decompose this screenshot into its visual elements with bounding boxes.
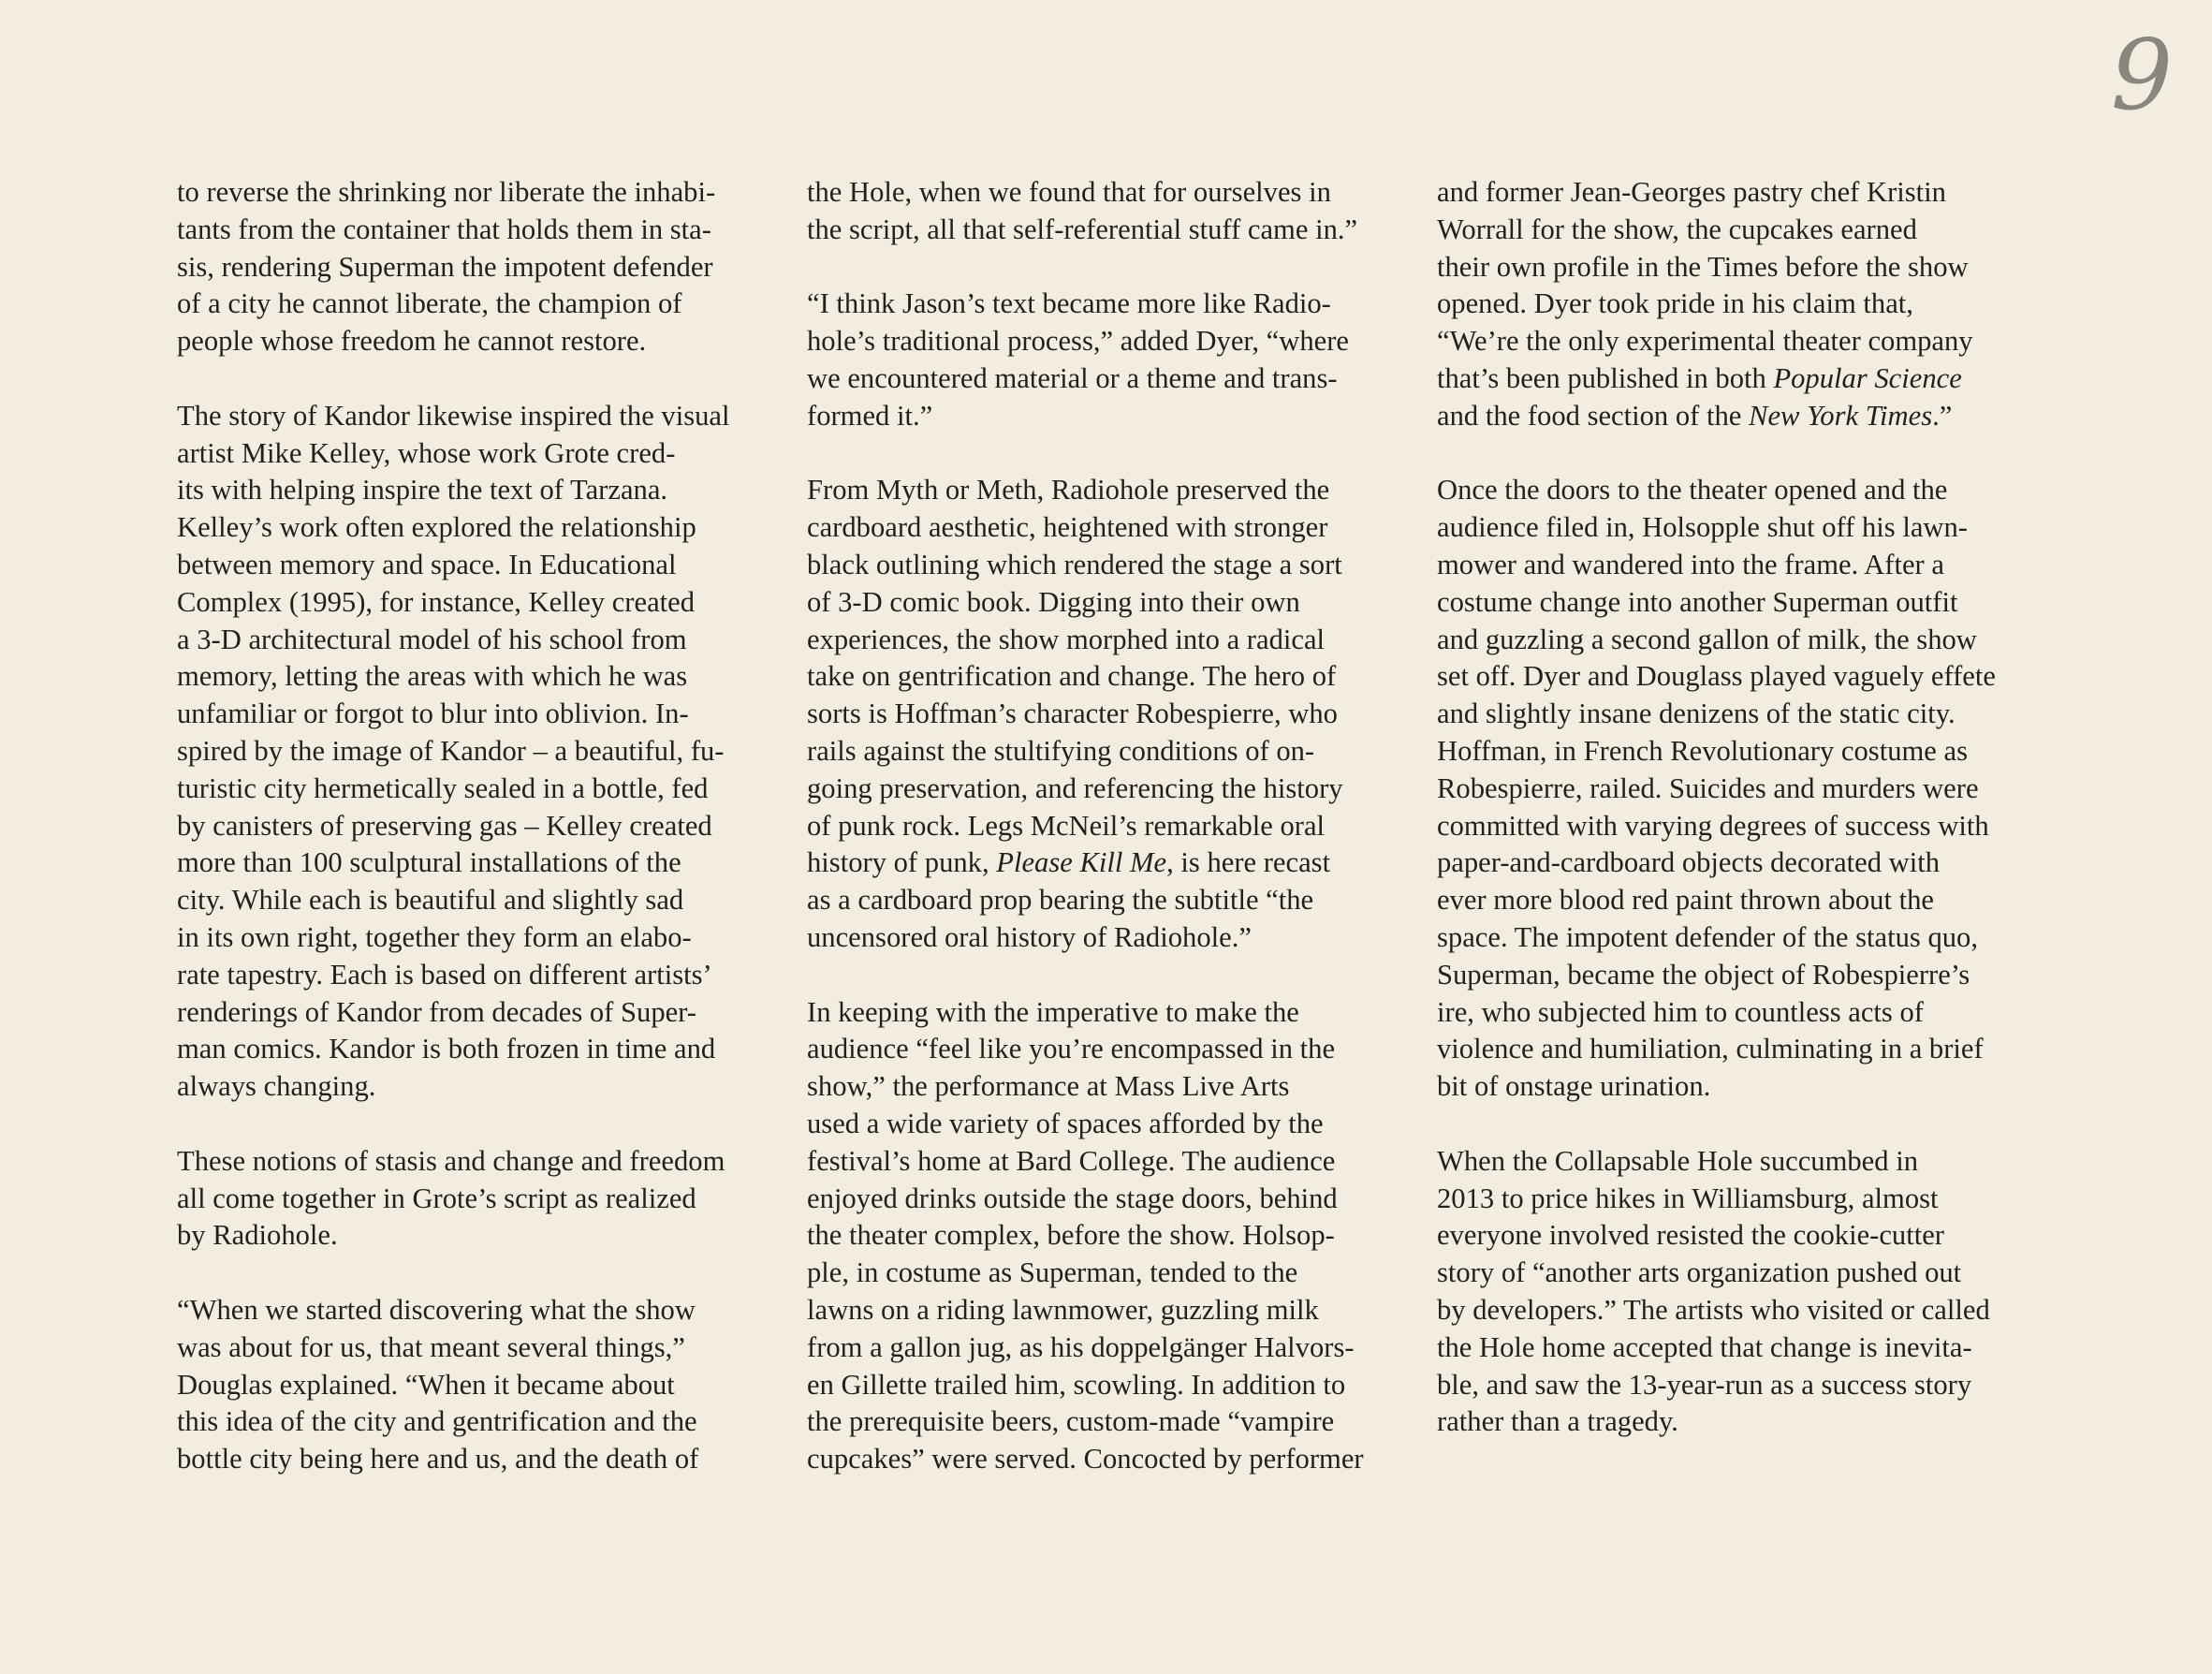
text-line — [807, 323, 1415, 360]
text-segment: costume change into another Superman outfit — [1437, 585, 1958, 618]
text-line — [807, 994, 1415, 1032]
text-line — [177, 174, 785, 212]
text-segment: artist Mike Kelley, whose work Grote cred- — [177, 436, 676, 469]
text-segment: lawns on a riding lawnmower, guzzling milk — [807, 1293, 1319, 1326]
text-segment: The story of Kandor likewise inspired the visual — [177, 399, 730, 432]
text-line — [807, 398, 1415, 435]
text-line — [1437, 1143, 2045, 1181]
text-line — [1437, 286, 2045, 323]
text-line — [807, 174, 1415, 212]
text-segment: These notions of stasis and change and freedom — [177, 1144, 725, 1177]
text-line — [1437, 1403, 2045, 1441]
paragraph — [177, 1292, 785, 1478]
text-line — [177, 1403, 785, 1441]
text-line — [177, 919, 785, 957]
text-line — [807, 808, 1415, 845]
text-line — [1437, 622, 2045, 659]
text-column-1 — [177, 174, 785, 1516]
text-segment: the Hole, when we found that for ourselves in — [807, 176, 1331, 208]
text-line — [807, 1181, 1415, 1218]
text-line — [177, 957, 785, 994]
text-line — [1437, 1329, 2045, 1367]
text-segment: unfamiliar or forgot to blur into oblivion. In- — [177, 698, 689, 730]
text-segment: by developers.” The artists who visited or called — [1437, 1293, 1990, 1326]
text-line — [807, 696, 1415, 733]
text-segment: bottle city being here and us, and the death of — [177, 1443, 699, 1476]
text-segment: used a wide variety of spaces afforded by the — [807, 1107, 1324, 1139]
text-segment: paper-and-cardboard objects decorated with — [1437, 846, 1941, 879]
text-line — [177, 882, 785, 919]
italic-title: Popular Science — [1773, 361, 1962, 394]
text-segment: the Hole home accepted that change is inevita- — [1437, 1330, 1972, 1363]
text-line — [807, 733, 1415, 771]
text-segment: bit of onstage urination. — [1437, 1070, 1711, 1103]
paragraph — [1437, 472, 2045, 1106]
text-segment: was about for us, that meant several things,” — [177, 1330, 685, 1363]
text-line — [807, 360, 1415, 398]
text-line — [807, 1292, 1415, 1329]
text-segment: “When we started discovering what the show — [177, 1293, 696, 1326]
text-line — [177, 1441, 785, 1478]
text-segment: Robespierre, railed. Suicides and murders were — [1437, 771, 1979, 804]
text-line — [177, 994, 785, 1032]
text-line — [177, 472, 785, 509]
text-segment: we encountered material or a theme and trans- — [807, 361, 1338, 394]
paragraph — [1437, 1143, 2045, 1441]
text-segment: that’s been published in both — [1437, 361, 1774, 394]
text-line — [1437, 398, 2045, 435]
text-line — [1437, 323, 2045, 360]
text-line — [1437, 771, 2045, 808]
text-line — [807, 1031, 1415, 1068]
text-line — [807, 882, 1415, 919]
text-segment: renderings of Kandor from decades of Super- — [177, 995, 696, 1028]
text-segment: “I think Jason’s text became more like Radio- — [807, 287, 1331, 320]
text-segment: From Myth or Meth, Radiohole preserved the — [807, 474, 1330, 507]
text-line — [807, 1403, 1415, 1441]
text-segment: festival’s home at Bard College. The audience — [807, 1144, 1336, 1177]
text-segment: experiences, the show morphed into a radical — [807, 623, 1326, 655]
text-segment: rate tapestry. Each is based on different artists’ — [177, 958, 712, 991]
text-line — [807, 212, 1415, 249]
text-segment: rails against the stultifying conditions of on- — [807, 734, 1315, 767]
paragraph — [177, 174, 785, 360]
text-line — [1437, 696, 2045, 733]
text-line — [177, 249, 785, 286]
text-segment: en Gillette trailed him, scowling. In addition to — [807, 1368, 1346, 1401]
text-line — [1437, 994, 2045, 1032]
text-segment: of punk rock. Legs McNeil’s remarkable oral — [807, 809, 1326, 842]
text-line — [1437, 584, 2045, 622]
text-segment: ever more blood red paint thrown about the — [1437, 884, 1934, 917]
text-line — [1437, 249, 2045, 286]
text-line — [807, 584, 1415, 622]
text-segment: as a cardboard prop bearing the subtitle “the — [807, 884, 1314, 917]
text-line — [177, 1292, 785, 1329]
text-segment: turistic city hermetically sealed in a bottle, fed — [177, 771, 709, 804]
text-segment: opened. Dyer took pride in his claim that, — [1437, 287, 1913, 320]
text-segment: committed with varying degrees of success with — [1437, 809, 1989, 842]
text-segment: cupcakes” were served. Concocted by performer — [807, 1443, 1364, 1476]
paragraph — [807, 994, 1415, 1478]
text-line — [807, 509, 1415, 547]
text-segment: take on gentrification and change. The hero of — [807, 660, 1337, 693]
paragraph — [807, 174, 1415, 249]
text-line — [1437, 1292, 2045, 1329]
text-segment: Superman, became the object of Robespierre’s — [1437, 958, 1970, 991]
text-line — [177, 323, 785, 360]
text-line — [807, 1441, 1415, 1478]
text-segment: space. The impotent defender of the status quo, — [1437, 920, 1978, 953]
text-segment: rather than a tragedy. — [1437, 1405, 1678, 1438]
text-segment: ire, who subjected him to countless acts of — [1437, 995, 1924, 1028]
text-segment: tants from the container that holds them in sta- — [177, 213, 711, 245]
text-segment: by Radiohole. — [177, 1219, 338, 1252]
text-line — [177, 435, 785, 473]
text-segment: When the Collapsable Hole succumbed in — [1437, 1144, 1918, 1177]
text-segment: by canisters of preserving gas – Kelley created — [177, 809, 712, 842]
text-segment: cardboard aesthetic, heightened with stronger — [807, 511, 1328, 544]
text-segment: set off. Dyer and Douglass played vaguely effete — [1437, 660, 1996, 693]
text-line — [807, 472, 1415, 509]
paragraph — [177, 398, 785, 1106]
text-segment: to reverse the shrinking nor liberate the inhabi- — [177, 176, 716, 208]
text-line — [177, 1031, 785, 1068]
text-segment: , is here recast — [1166, 846, 1331, 879]
text-line — [1437, 844, 2045, 882]
paragraph — [1437, 174, 2045, 435]
text-line — [1437, 1181, 2045, 1218]
text-segment: always changing. — [177, 1070, 376, 1103]
text-line — [807, 1255, 1415, 1292]
text-segment: between memory and space. In Educational — [177, 548, 677, 580]
text-segment: audience filed in, Holsopple shut off his lawn- — [1437, 511, 1969, 544]
text-line — [1437, 733, 2045, 771]
text-line — [807, 622, 1415, 659]
text-segment: story of “another arts organization pushed out — [1437, 1256, 1962, 1289]
text-line — [1437, 1367, 2045, 1404]
text-segment: Kelley’s work often explored the relationship — [177, 511, 696, 544]
text-segment: Once the doors to the theater opened and the — [1437, 474, 1948, 507]
text-line — [177, 658, 785, 696]
text-line — [177, 771, 785, 808]
text-segment: sorts is Hoffman’s character Robespierre, who — [807, 698, 1338, 730]
text-line — [177, 1181, 785, 1218]
text-line — [177, 1217, 785, 1255]
text-line — [807, 1367, 1415, 1404]
text-segment: ple, in costume as Superman, tended to the — [807, 1256, 1298, 1289]
text-segment: of 3-D comic book. Digging into their own — [807, 585, 1300, 618]
italic-title: Please Kill Me — [996, 846, 1167, 879]
text-segment: uncensored oral history of Radiohole.” — [807, 920, 1252, 953]
text-line — [807, 547, 1415, 584]
text-segment: black outlining which rendered the stage a sort — [807, 548, 1342, 580]
text-line — [177, 398, 785, 435]
italic-title: New York Times — [1749, 399, 1933, 432]
text-segment: audience “feel like you’re encompassed in the — [807, 1033, 1336, 1065]
text-line — [807, 286, 1415, 323]
text-segment: spired by the image of Kandor – a beautiful, fu- — [177, 734, 725, 767]
text-segment: of a city he cannot liberate, the champion of — [177, 287, 682, 320]
text-line — [1437, 808, 2045, 845]
text-segment: memory, letting the areas with which he was — [177, 660, 688, 693]
text-segment: formed it.” — [807, 399, 933, 432]
text-line — [177, 1329, 785, 1367]
text-segment: show,” the performance at Mass Live Arts — [807, 1070, 1290, 1103]
page-number: 9 — [2110, 18, 2173, 132]
text-segment: all come together in Grote’s script as realized — [177, 1182, 696, 1214]
text-line — [807, 658, 1415, 696]
paragraph — [807, 472, 1415, 956]
text-line — [1437, 658, 2045, 696]
text-segment: hole’s traditional process,” added Dyer, “where — [807, 325, 1349, 358]
text-line — [1437, 547, 2045, 584]
text-line — [807, 1068, 1415, 1106]
text-column-2 — [807, 174, 1415, 1516]
text-segment: the script, all that self-referential stuff came in.” — [807, 213, 1358, 245]
text-segment: going preservation, and referencing the history — [807, 771, 1343, 804]
text-column-3 — [1437, 174, 2045, 1478]
text-line — [1437, 1217, 2045, 1255]
text-segment: people whose freedom he cannot restore. — [177, 325, 647, 358]
text-line — [1437, 1068, 2045, 1106]
text-line — [1437, 957, 2045, 994]
text-segment: the theater complex, before the show. Holsop- — [807, 1219, 1335, 1252]
text-segment: enjoyed drinks outside the stage doors, behind — [807, 1182, 1338, 1214]
text-segment: Hoffman, in French Revolutionary costume as — [1437, 734, 1969, 767]
text-segment: its with helping inspire the text of Tarzana. — [177, 474, 668, 507]
text-segment: a 3-D architectural model of his school from — [177, 623, 687, 655]
text-segment: .” — [1932, 399, 1953, 432]
text-line — [1437, 212, 2045, 249]
text-line — [1437, 360, 2045, 398]
text-line — [177, 733, 785, 771]
text-line — [807, 844, 1415, 882]
text-line — [1437, 174, 2045, 212]
text-line — [177, 1143, 785, 1181]
text-line — [177, 286, 785, 323]
text-segment: sis, rendering Superman the impotent defender — [177, 250, 713, 283]
text-segment: In keeping with the imperative to make the — [807, 995, 1299, 1028]
text-line — [177, 844, 785, 882]
text-line — [807, 1106, 1415, 1143]
text-line — [177, 808, 785, 845]
text-line — [1437, 472, 2045, 509]
paragraph — [177, 1143, 785, 1255]
text-segment: history of punk, — [807, 846, 997, 879]
text-segment: Complex (1995), for instance, Kelley created — [177, 585, 696, 618]
text-line — [807, 1329, 1415, 1367]
text-segment: their own profile in the Times before the show — [1437, 250, 1969, 283]
text-line — [177, 1068, 785, 1106]
text-segment: Worrall for the show, the cupcakes earned — [1437, 213, 1917, 245]
text-segment: city. While each is beautiful and slightly sad — [177, 884, 684, 917]
text-segment: violence and humiliation, culminating in a brief — [1437, 1033, 1984, 1065]
text-segment: 2013 to price hikes in Williamsburg, almost — [1437, 1182, 1939, 1214]
text-line — [177, 584, 785, 622]
text-segment: from a gallon jug, as his doppelgänger Halvors- — [807, 1330, 1355, 1363]
text-line — [177, 509, 785, 547]
text-line — [807, 1217, 1415, 1255]
text-segment: and the food section of the — [1437, 399, 1750, 432]
text-line — [177, 696, 785, 733]
text-line — [1437, 919, 2045, 957]
text-line — [177, 1367, 785, 1404]
text-segment: “We’re the only experimental theater company — [1437, 325, 1973, 358]
text-line — [1437, 509, 2045, 547]
text-segment: ble, and saw the 13-year-run as a success story — [1437, 1368, 1972, 1401]
text-segment: the prerequisite beers, custom-made “vampire — [807, 1405, 1335, 1438]
text-segment: and guzzling a second gallon of milk, the show — [1437, 623, 1977, 655]
text-line — [807, 919, 1415, 957]
text-line — [177, 622, 785, 659]
text-line — [807, 771, 1415, 808]
text-line — [807, 1143, 1415, 1181]
text-segment: in its own right, together they form an elabo- — [177, 920, 692, 953]
text-segment: mower and wandered into the frame. After a — [1437, 548, 1944, 580]
paragraph — [807, 286, 1415, 434]
text-line — [1437, 882, 2045, 919]
text-line — [1437, 1255, 2045, 1292]
text-segment: more than 100 sculptural installations of the — [177, 846, 681, 879]
text-segment: man comics. Kandor is both frozen in time and — [177, 1033, 716, 1065]
text-segment: this idea of the city and gentrification and the — [177, 1405, 697, 1438]
text-line — [177, 212, 785, 249]
text-line — [1437, 1031, 2045, 1068]
text-segment: Douglas explained. “When it became about — [177, 1368, 675, 1401]
text-segment: and former Jean-Georges pastry chef Kristin — [1437, 176, 1946, 208]
text-segment: everyone involved resisted the cookie-cutter — [1437, 1219, 1944, 1252]
text-segment: and slightly insane denizens of the static city. — [1437, 698, 1956, 730]
text-line — [177, 547, 785, 584]
